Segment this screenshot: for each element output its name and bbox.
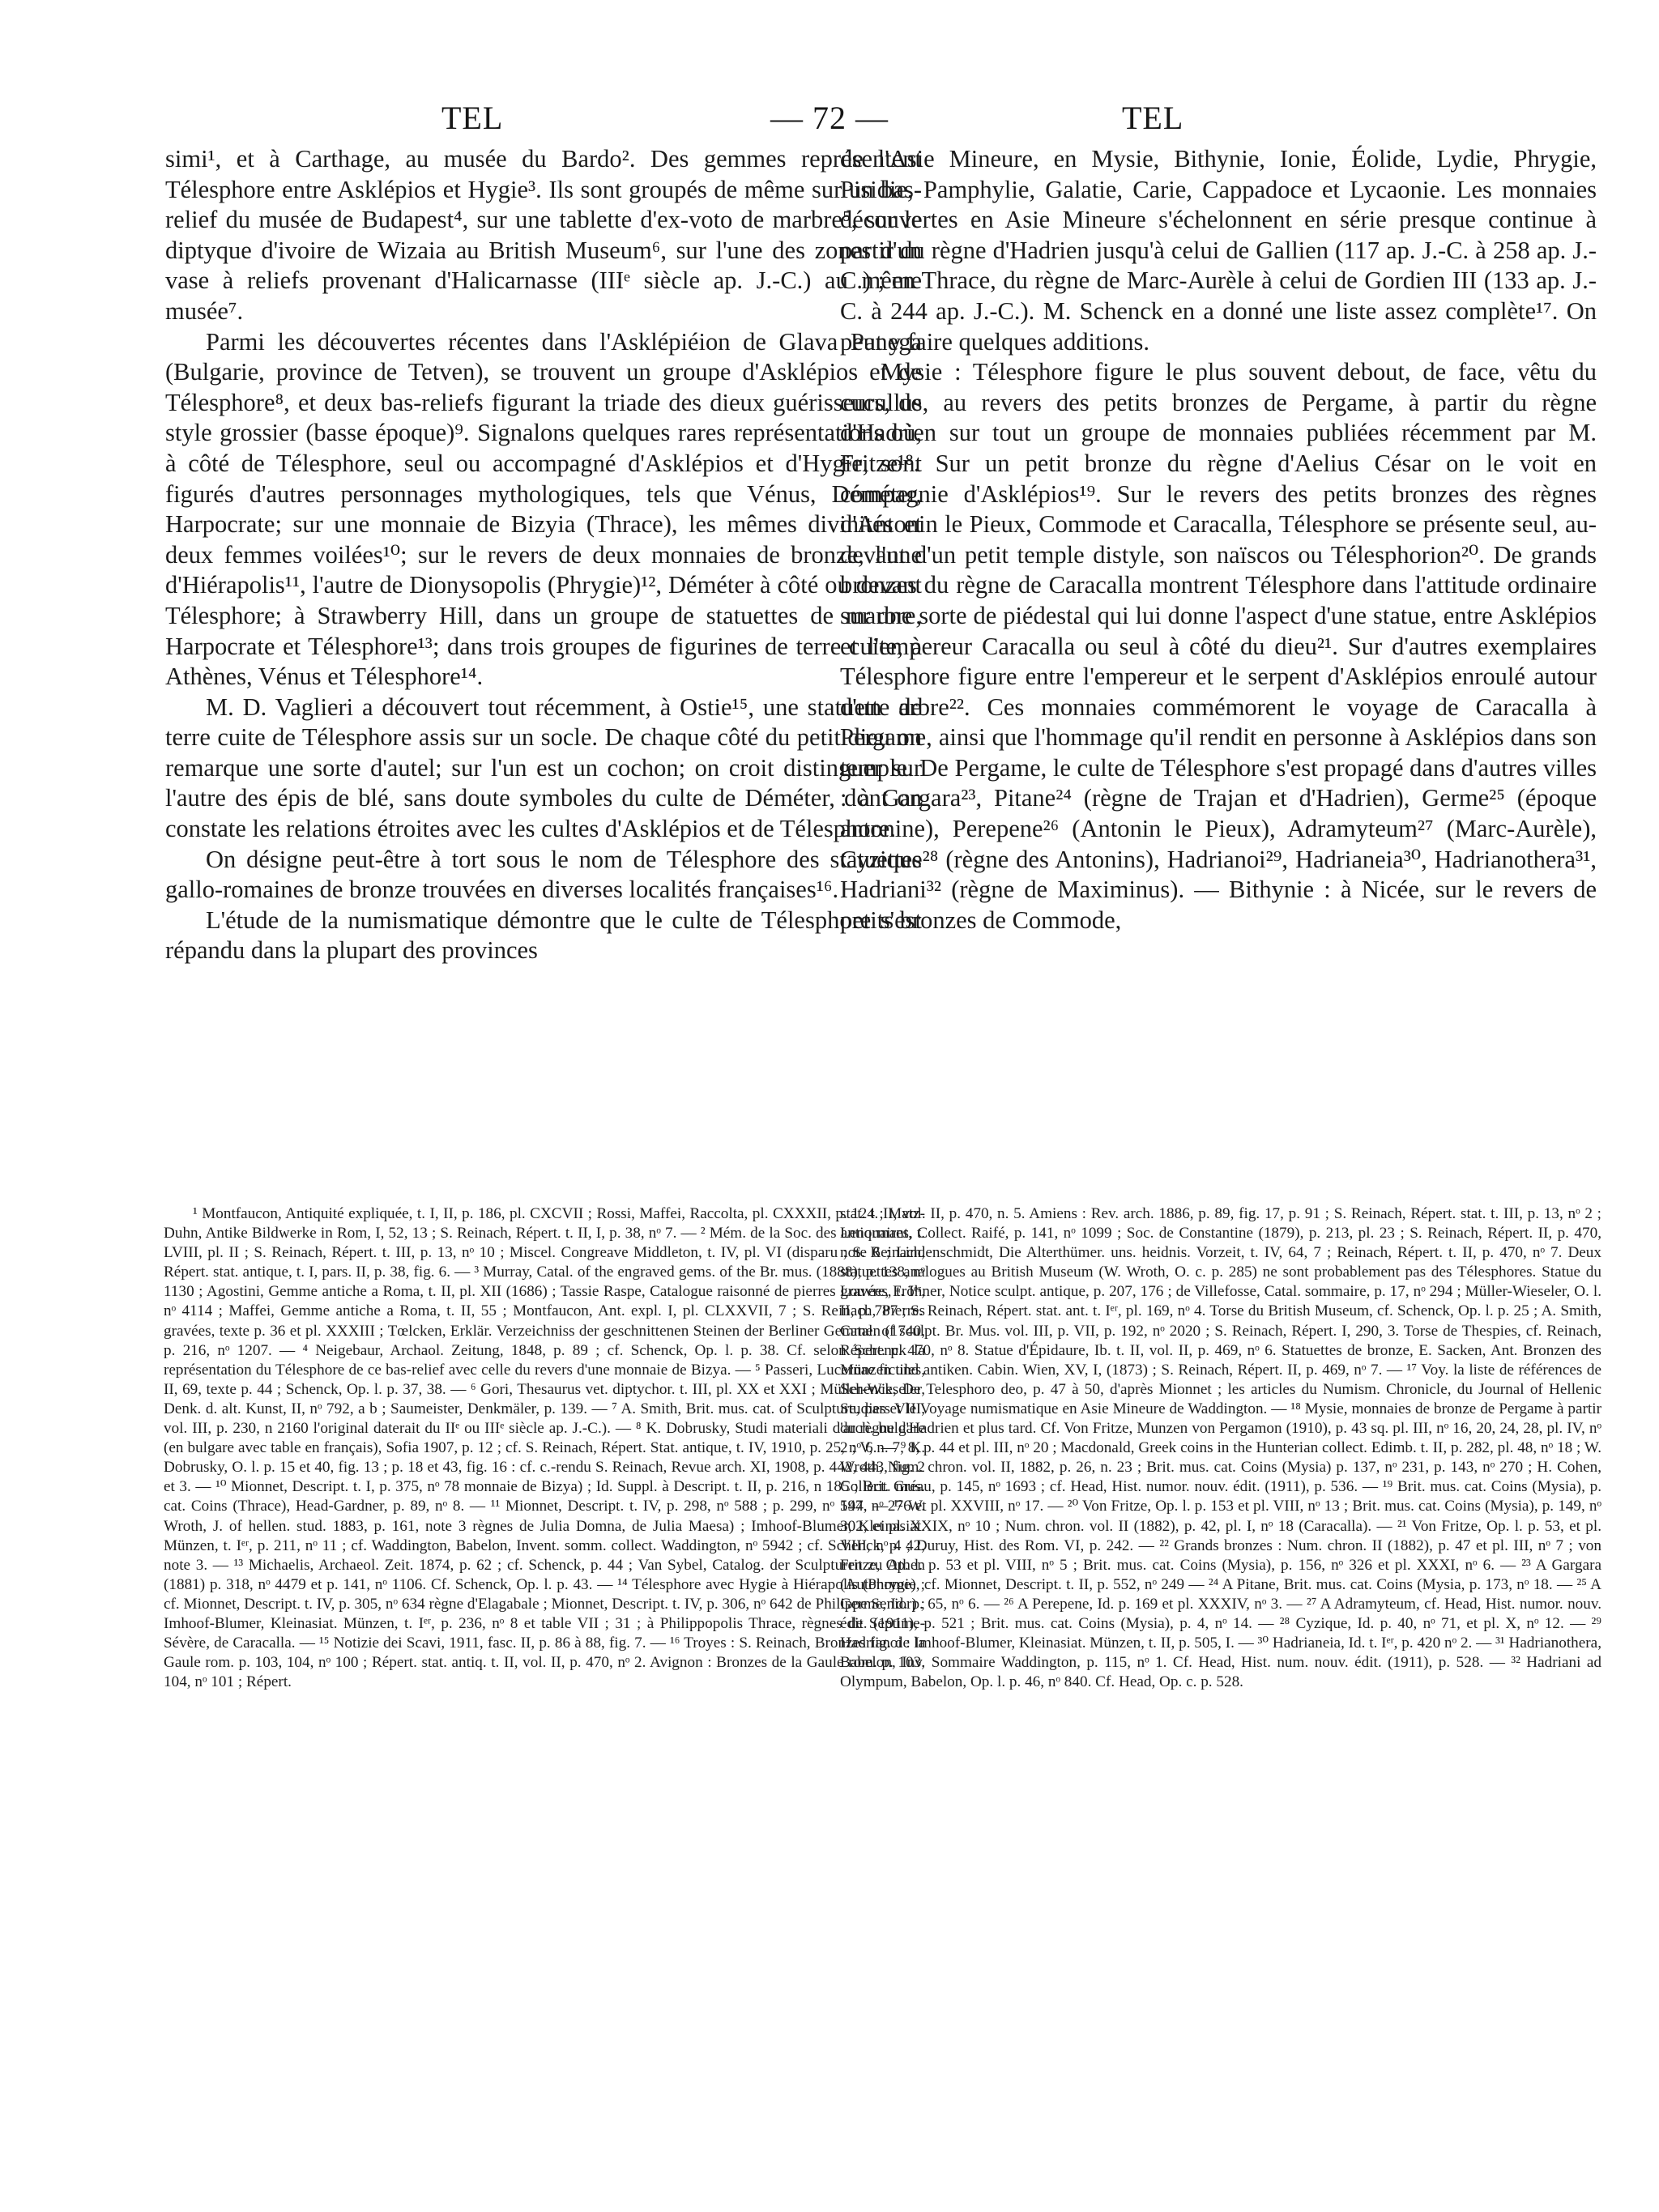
footnotes-right xyxy=(840,1204,1601,1692)
right-text-column xyxy=(840,144,1597,936)
paragraph: Mysie : Télesphore figure le plus souvent debout, de face, vêtu du cucullus, au revers des petits bronzes de Pergame, à partir du règne d'Hadrien sur tout un groupe de monnaies publiées récemment par M. Fritze¹⁸. Sur un petit bronze du règne d'Aelius César on le voit en compagnie d'Asklépios¹⁹. Sur le revers des petits bronzes des règnes d'Antonin le Pieux, Commode et Caracalla, Télesphore se présente seul, au-devant d'un petit temple distyle, son naïscos ou Télesphorion²⁰. De grands bronzes du règne de Caracalla montrent Télesphore dans l'attitude ordinaire sur une sorte de piédestal qui lui donne l'aspect d'une statue, entre Asklépios et l'empereur Caracalla ou seul à côté du dieu²¹. Sur d'autres exemplaires Télesphore figure entre l'empereur et le serpent d'Asklépios enroulé autour d'un arbre²². Ces monnaies commémorent le voyage de Caracalla à Pergame, ainsi que l'hommage qu'il rendit en personne à Asklépios dans son temple. De Pergame, le culte de Télesphore s'est propagé dans d'autres villes : à Gargara²³, Pitane²⁴ (règne de Trajan et d'Hadrien), Germe²⁵ (époque antonine), Perepene²⁶ (Antonin le Pieux), Adramyteum²⁷ (Marc-Aurèle), Cyzique²⁸ (règne des Antonins), Hadrianoi²⁹, Hadrianeia³⁰, Hadrianothera³¹, Hadriani³² (règne de Maximinus). — Bithynie : à Nicée, sur le revers de petits bronzes de Commode, xyxy=(840,358,1597,934)
footnote-block: stat. t. II, vol. II, p. 470, n. 5. Amiens : Rev. arch. 1886, p. 89, fig. 17, p. 91 ; S. Reinach, Répert. stat. t. III, p. 13, nᵒ 2 ; Lenormant, Collect. Raifé, p. 141, nᵒ 1099 ; Soc. de Constantine (1879), p. 213, pl. 23 ; S. Reinach, Répert. II, p. 470, note 6 ; Lindenschmidt, Die Alterthümer. uns. heidnis. Vorzeit, t. IV, 64, 7 ; Reinach, Répert. t. II, p. 470, nᵒ 7. Deux statuettes analogues au British Museum (W. Wroth, O. c. p. 285) ne sont probablement pas des Télesphores. Statue du Louvre, Fröhner, Notice sculpt. antique, p. 207, 176 ; de Villefosse, Catal. sommaire, p. 17, nᵒ 294 ; Müller-Wieseler, O. l. II, p. 787 ; S. Reinach, Répert. stat. ant. t. Iᵉʳ, pl. 169, nᵒ 4. Torse du British Museum, cf. Schenck, Op. l. p. 25 ; A. Smith, Catal. of sculpt. Br. Mus. vol. III, p. VII, p. 192, nᵒ 2020 ; S. Reinach, Répert. I, 290, 3. Torse de Thespies, cf. Reinach, Répert. p. 470, nᵒ 8. Statue d'Épidaure, Ib. t. II, vol. II, p. 469, nᵒ 6. Statuettes de bronze, E. Sacken, Ant. Bronzen des Münzen und antiken. Cabin. Wien, XV, I, (1873) ; S. Reinach, Répert. II, p. 469, nᵒ 7. — ¹⁷ Voy. la liste de références de Schenck, De Telesphoro deo, p. 47 à 50, d'après Mionnet ; les articles du Numism. Chronicle, du Journal of Hellenic Studies et le Voyage numismatique en Asie Mineure de Waddington. — ¹⁸ Mysie, monnaies de bronze de Pergame à partir du règne d'Hadrien et plus tard. Cf. Von Fritze, Munzen von Pergamon (1910), p. 43 sq. pl. III, nᵒ 16, 20, 24, 28, pl. IV, nᵒ 2 ; V, n. 7, 8, p. 44 et pl. III, nᵒ 20 ; Macdonald, Greek coins in the Hunterian collect. Edimb. t. II, p. 282, pl. 48, nᵒ 18 ; W. Wroth, Num. chron. vol. II, 1882, p. 26, n. 23 ; Brit. mus. cat. Coins (Mysia) p. 137, nᵒ 231, p. 143, nᵒ 270 ; H. Cohen, Collect. Gréau, p. 145, nᵒ 1693 ; cf. Head, Hist. numor. nouv. édit. (1911), p. 536. — ¹⁹ Brit. mus. cat. Coins (Mysia), p. 144, nᵒ 276 et pl. XXVIII, nᵒ 17. — ²⁰ Von Fritze, Op. l. p. 153 et pl. VIII, nᵒ 13 ; Brit. mus. cat. Coins (Mysia), p. 149, nᵒ 302, et pl. XXIX, nᵒ 10 ; Num. chron. vol. II (1882), p. 42, pl. I, nᵒ 18 (Caracalla). — ²¹ Von Fritze, Op. l. p. 53, et pl. VIII, nᵒ 4 ; Duruy, Hist. des Rom. VI, p. 242. — ²² Grands bronzes : Num. chron. II (1882), p. 47 et pl. III, nᵒ 7 ; von Fritze, Op. l. p. 53 et pl. VIII, nᵒ 5 ; Brit. mus. cat. Coins (Mysia), p. 156, nᵒ 326 et pl. XXXI, nᵒ 6. — ²³ A Gargara (Autonome), cf. Mionnet, Descript. t. II, p. 552, nᵒ 249 — ²⁴ A Pitane, Brit. mus. cat. Coins (Mysia, p. 173, nᵒ 18. — ²⁵ A Germe, Id. p. 65, nᵒ 6. — ²⁶ A Perepene, Id. p. 169 et pl. XXXIV, nᵒ 3. — ²⁷ A Adramyteum, cf. Head, Hist. numor. nouv. édit. (1911), p. 521 ; Brit. mus. cat. Coins (Mysia), p. 4, nᵒ 14. — ²⁸ Cyzique, Id. p. 40, nᵒ 71, et pl. X, nᵒ 12. — ²⁹ Hadrianoi : Imhoof-Blumer, Kleinasiat. Münzen, t. II, p. 505, I. — ³⁰ Hadrianeia, Id. t. Iᵉʳ, p. 420 nᵒ 2. — ³¹ Hadrianothera, Babelon, Inv. Sommaire Waddington, p. 115, nᵒ 1. Cf. Head, Hist. num. nouv. édit. (1911), p. 528. — ³² Hadriani ad Olympum, Babelon, Op. l. p. 46, nᵒ 840. Cf. Head, Op. c. p. 528. xyxy=(840,1205,1601,1691)
paragraph: M. D. Vaglieri a découvert tout récemment, à Ostie¹⁵, une statuette de terre cuite de Télesphore assis sur un socle. De chaque côté du petit dieu on remarque une sorte d'autel; sur l'un est un cochon; on croit distinguer sur l'autre des épis de blé, sans doute symboles du culte de Déméter, dont on constate les relations étroites avec les cultes d'Asklépios et de Télesphore. xyxy=(165,693,922,843)
left-text-column xyxy=(165,144,922,966)
paragraph: simi¹, et à Carthage, au musée du Bardo². Des gemmes représentent Télesphore entre Asklépios et Hygie³. Ils sont groupés de même sur un bas-relief du musée de Budapest⁴, sur une tablette d'ex-voto de marbre⁵, sur le diptyque d'ivoire de Wizaia au British Museum⁶, sur l'une des zones d'un vase à reliefs provenant d'Halicarnasse (IIIᵉ siècle ap. J.-C.) au même musée⁷. xyxy=(165,145,922,325)
paragraph: Parmi les découvertes récentes dans l'Asklépiéion de Glava Panega (Bulgarie, province de Tetven), se trouvent un groupe d'Asklépios et de Télesphore⁸, et deux bas-reliefs figurant la triade des dieux guérisseurs, de style grossier (basse époque)⁹. Signalons quelques rares représentations où, à côté de Télesphore, seul ou accompagné d'Asklépios et d'Hygie, sont figurés d'autres personnages mythologiques, tels que Vénus, Déméter, Harpocrate; sur une monnaie de Bizyia (Thrace), les mêmes divinités et deux femmes voilées¹⁰; sur le revers de deux monnaies de bronze, l'une d'Hiérapolis¹¹, l'autre de Dionysopolis (Phrygie)¹², Déméter à côté ou devant Télesphore; à Strawberry Hill, dans un groupe de statuettes de marbre, Harpocrate et Télesphore¹³; dans trois groupes de figurines de terre cuite, à Athènes, Vénus et Télesphore¹⁴. xyxy=(165,327,922,691)
footnotes-left xyxy=(164,1204,925,1692)
paragraph: On désigne peut-être à tort sous le nom de Télesphore des statuettes gallo-romaines de bronze trouvées en diverses localités françaises¹⁶. xyxy=(165,845,922,904)
running-head-left: TEL xyxy=(441,100,504,136)
running-head-right: TEL xyxy=(1122,100,1184,136)
footnote-block: ¹ Montfaucon, Antiquité expliquée, t. I, II, p. 186, pl. CXCVII ; Rossi, Maffei, Raccolta, pl. CXXXII, p. 124 ; Matz-Duhn, Antike Bildwerke in Rom, I, 52, 13 ; S. Reinach, Répert. t. II, I, p. 38, nᵒ 7. — ² Mém. de la Soc. des antiquaires, t. LVIII, pl. II ; S. Reinach, Répert. t. III, p. 13, nᵒ 10 ; Miscel. Congreave Middleton, t. IV, pl. VI (disparu ; S. Reinach, Répert. stat. antique, t. I, pars. II, p. 38, fig. 6. — ³ Murray, Catal. of the engraved gems. of the Br. mus. (1888), p. 138, nᵒ 1130 ; Agostini, Gemme antiche a Roma, t. II, pl. XII (1686) ; Tassie Raspe, Catalogue raisonné de pierres gravées, t. Iᵉʳ, nᵒ 4114 ; Maffei, Gemme antiche a Roma, t. II, 55 ; Montfaucon, Ant. expl. I, pl. CLXXVII, 7 ; S. Reinach, Pierres gravées, texte p. 36 et pl. XXXIII ; Tœlcken, Erklär. Verzeichniss der geschnittenen Steinen der Berliner Gemmen (1740, p. 216, nᵒ 1207. — ⁴ Neigebaur, Archaol. Zeitung, 1848, p. 89 ; cf. Schenck, Op. l. p. 38. Cf. selon Schenck la représentation du Télesphore de ce bas-relief avec celle du revers d'une monnaie de Bizya. — ⁵ Passeri, Lucernae fictiles, II, 69, texte p. 44 ; Schenck, Op. l. p. 37, 38. — ⁶ Gori, Thesaurus vet. diptychor. t. III, pl. XX et XXI ; Müller-Wieseler, Denk. d. alt. Kunst, II, nᵒ 792, a b ; Saumeister, Denkmäler, p. 139. — ⁷ A. Smith, Brit. mus. cat. of Sculpture, pars VIII, vol. III, p. 230, n 2160 l'original daterait du IIᵉ ou IIIᵉ siècle ap. J.-C.). — ⁸ K. Dobrusky, Studi materiali d'arch. bulgare (en bulgare avec table en français), Sofia 1907, p. 12 ; cf. S. Reinach, Répert. Stat. antique, t. IV, 1910, p. 25, nᵒ 6. — ⁹ K. Dobrusky, O. l. p. 15 et 40, fig. 13 ; p. 18 et 43, fig. 16 : cf. c.-rendu S. Reinach, Revue arch. XI, 1908, p. 442, 443, fig. 2 et 3. — ¹⁰ Mionnet, Descript. t. I, p. 375, nᵒ 78 monnaie de Bizya) ; Id. Suppl. à Descript. t. II, p. 216, n 185 ; Brit. mus. cat. Coins (Thrace), Head-Gardner, p. 89, nᵒ 8. — ¹¹ Mionnet, Descript. t. IV, p. 298, nᵒ 588 ; p. 299, nᵒ 597. — ¹² W. Wroth, J. of hellen. stud. 1883, p. 161, note 3 règnes de Julia Domna, de Julia Maesa) ; Imhoof-Blumer, Kleinasiat. Münzen, t. Iᵉʳ, p. 211, nᵒ 11 ; cf. Waddington, Babelon, Invent. somm. collect. Waddington, nᵒ 5942 ; cf. Schenck, p. 42, note 3. — ¹³ Michaelis, Archaeol. Zeit. 1874, p. 62 ; cf. Schenck, p. 44 ; Van Sybel, Catalog. der Sculpturen zu Athen (1881) p. 318, nᵒ 4479 et p. 141, nᵒ 1106. Cf. Schenck, Op. l. p. 43. — ¹⁴ Télesphore avec Hygie à Hiérapolis (Phrygie ; cf. Mionnet, Descript. t. IV, p. 305, nᵒ 634 règne d'Elagabale ; Mionnet, Descript. t. IV, p. 306, nᵒ 642 de Philippe Senior) ; Imhoof-Blumer, Kleinasiat. Münzen, t. Iᵉʳ, p. 236, nᵒ 8 et table VII ; 31 ; à Philippopolis Thrace, règnes de Septime-Sévère, de Caracalla. — ¹⁵ Notizie dei Scavi, 1911, fasc. II, p. 86 à 88, fig. 7. — ¹⁶ Troyes : S. Reinach, Bronzes fig. de la Gaule rom. p. 103, 104, nᵒ 100 ; Répert. stat. antiq. t. II, vol. II, p. 470, nᵒ 2. Avignon : Bronzes de la Gaule rom. p. 103, 104, nᵒ 101 ; Répert. xyxy=(164,1205,925,1691)
page-number: — 72 — xyxy=(770,100,889,136)
paragraph: L'étude de la numismatique démontre que le culte de Télesphore s'est répandu dans la plupart des provinces xyxy=(165,906,922,965)
paragraph: de l'Asie Mineure, en Mysie, Bithynie, Ionie, Éolide, Lydie, Phrygie, Pisidie, Pamphylie, Galatie, Carie, Cappadoce et Lycaonie. Les monnaies découvertes en Asie Mineure s'échelonnent en série presque continue à partir du règne d'Hadrien jusqu'à celui de Gallien (117 ap. J.-C. à 258 ap. J.-C.) ; en Thrace, du règne de Marc-Aurèle à celui de Gordien III (133 ap. J.-C. à 244 ap. J.-C.). M. Schenck en a donné une liste assez complète¹⁷. On peut y faire quelques additions. xyxy=(840,145,1597,356)
